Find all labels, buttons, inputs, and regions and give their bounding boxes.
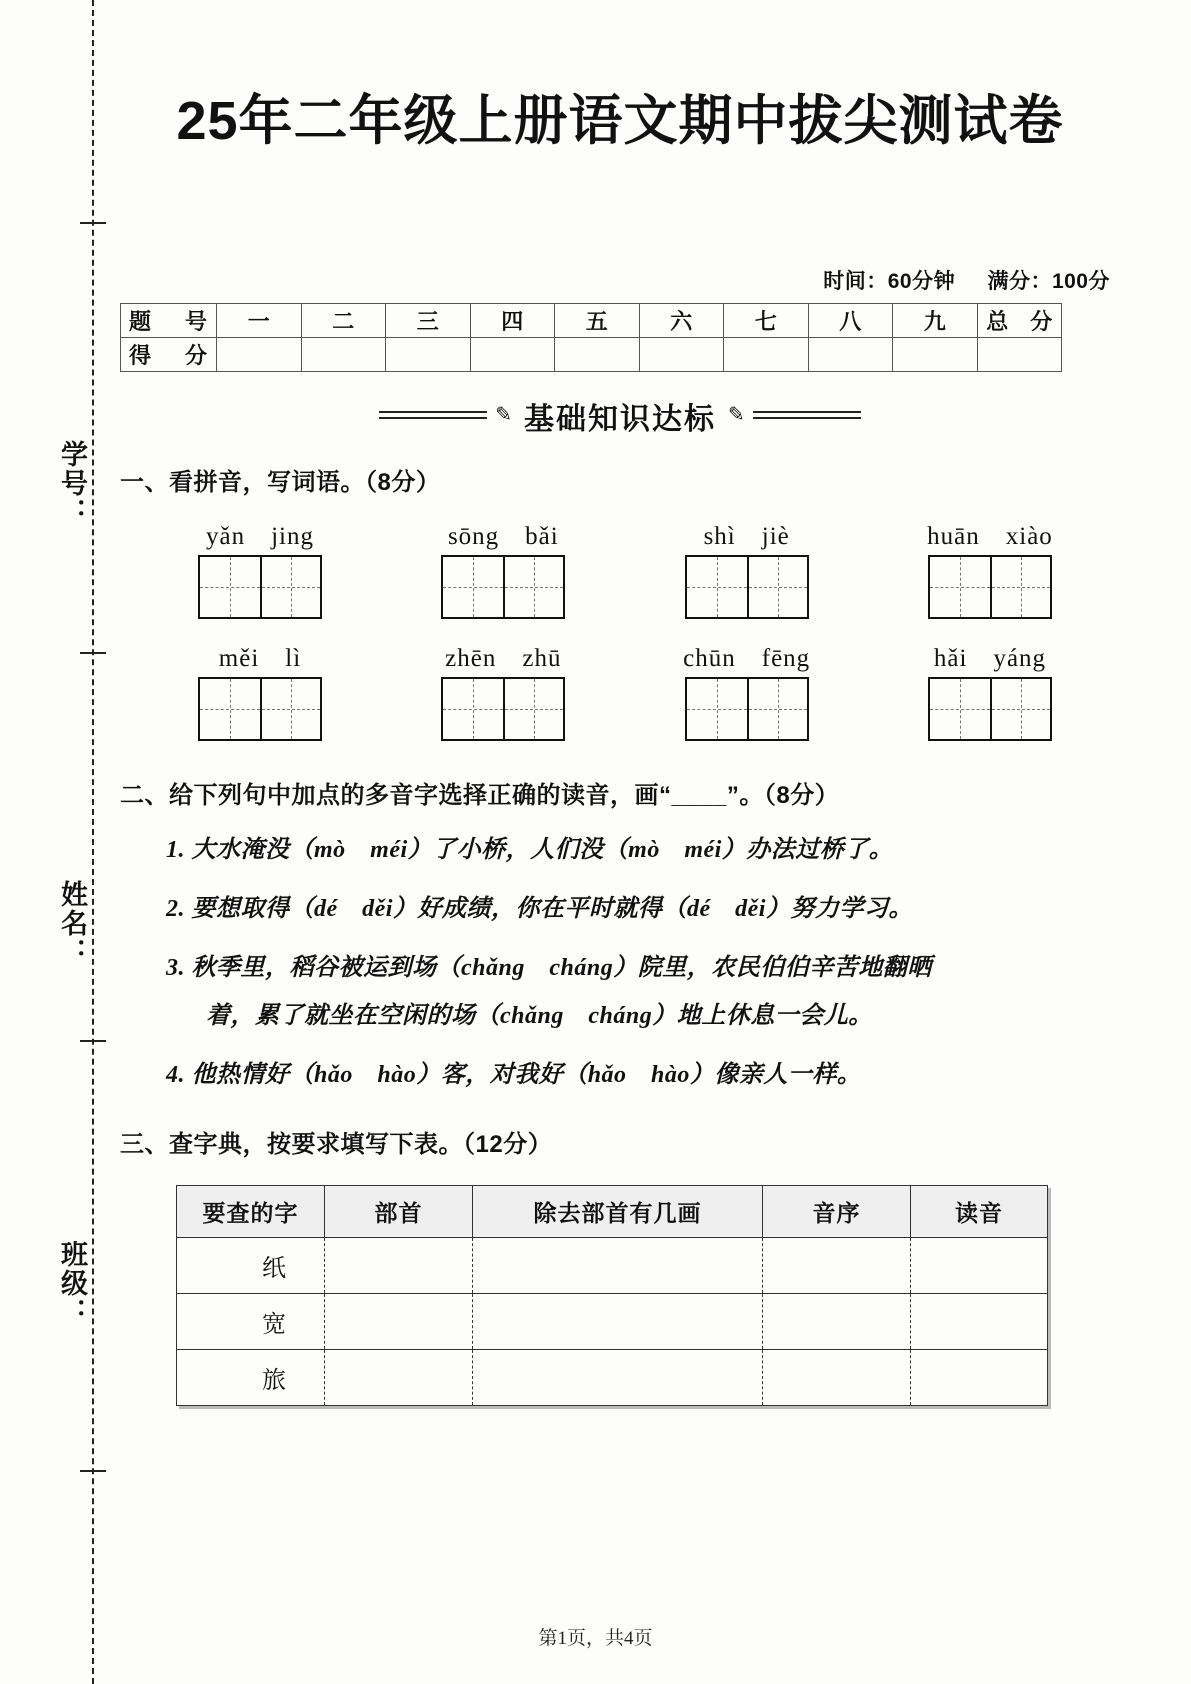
dict-cell-radical[interactable] (325, 1293, 473, 1349)
score-table-row-label: 题 号 (121, 304, 217, 338)
dict-header-strokes: 除去部首有几画 (473, 1185, 763, 1237)
dict-cell-initial[interactable] (763, 1349, 911, 1405)
dict-cell-initial[interactable] (763, 1293, 911, 1349)
banner-rule-left (379, 411, 487, 421)
tianzige-box[interactable] (685, 677, 809, 741)
score-blank-cell[interactable] (977, 338, 1062, 372)
score-table (120, 303, 1062, 372)
pinyin-syllable: xiào (1005, 523, 1053, 550)
tianzige-cell[interactable] (260, 557, 320, 617)
pinyin-syllable: jiè (761, 523, 790, 550)
score-blank-cell[interactable] (301, 338, 386, 372)
pinyin-text (219, 645, 301, 673)
pinyin-word-item (890, 645, 1090, 741)
score-blank-cell[interactable] (808, 338, 893, 372)
binding-dashed-line (92, 0, 94, 1684)
table-row (177, 1293, 1048, 1349)
pinyin-syllable: yǎn (205, 523, 246, 550)
tianzige-box[interactable] (928, 677, 1052, 741)
tianzige-box[interactable] (928, 555, 1052, 619)
banner-rule-right (753, 411, 861, 421)
pinyin-syllable: měi (218, 645, 260, 672)
pinyin-syllable: jing (271, 523, 314, 550)
table-row (177, 1349, 1048, 1405)
margin-divider-dash (80, 222, 106, 224)
pinyin-word-item (160, 645, 360, 741)
pinyin-text (206, 523, 314, 551)
score-blank-cell[interactable] (639, 338, 724, 372)
dict-cell-radical[interactable] (325, 1237, 473, 1293)
table-row (121, 304, 1062, 338)
tianzige-cell[interactable] (687, 679, 747, 739)
pinyin-syllable: bǎi (525, 523, 559, 550)
page-footer: 第1页，共4页 (538, 1628, 653, 1649)
score-col-6: 六 (639, 304, 724, 338)
score-blank-cell[interactable] (724, 338, 809, 372)
dict-cell-pronunciation[interactable] (911, 1293, 1048, 1349)
tianzige-cell[interactable] (443, 679, 503, 739)
table-row (177, 1237, 1048, 1293)
pinyin-syllable: huān (927, 523, 980, 550)
question-2-heading: 二、给下列句中加点的多音字选择正确的读音，画“____”。（8分） (120, 782, 840, 809)
score-col-7: 七 (724, 304, 809, 338)
question-1-heading: 一、看拼音，写词语。（8分） (120, 469, 441, 496)
tianzige-cell[interactable] (747, 557, 807, 617)
question-2-sentence: 4. 他热情好（hǎo hào）客，对我好（hǎo hào）像亲人一样。 (166, 1061, 862, 1088)
pinyin-text (704, 523, 790, 551)
tianzige-cell[interactable] (503, 557, 563, 617)
margin-divider-dash (80, 1040, 106, 1042)
table-row (121, 338, 1062, 372)
pinyin-grid-row (120, 523, 1120, 619)
margin-label-class: 班级： (57, 1240, 87, 1327)
pinyin-syllable: shì (703, 523, 736, 550)
tianzige-cell[interactable] (503, 679, 563, 739)
margin-divider-dash (80, 652, 106, 654)
section-banner (120, 394, 1120, 438)
tianzige-cell[interactable] (443, 557, 503, 617)
score-blank-cell[interactable] (893, 338, 978, 372)
score-col-8: 八 (808, 304, 893, 338)
score-col-2: 二 (301, 304, 386, 338)
tianzige-box[interactable] (198, 555, 322, 619)
question-3-heading: 三、查字典，按要求填写下表。（12分） (120, 1130, 553, 1158)
page-title: 25年二年级上册语文期中拔尖测试卷 (176, 91, 1064, 151)
tianzige-box[interactable] (441, 677, 565, 741)
pencil-icon: ✎ (495, 404, 512, 426)
tianzige-cell[interactable] (930, 679, 990, 739)
tianzige-cell[interactable] (200, 679, 260, 739)
pinyin-word-item (890, 523, 1090, 619)
pencil-icon: ✎ (728, 404, 745, 426)
margin-divider-dash (80, 1470, 106, 1472)
table-header-row (177, 1185, 1048, 1237)
pinyin-syllable: chūn (683, 645, 736, 672)
tianzige-cell[interactable] (990, 679, 1050, 739)
tianzige-cell[interactable] (200, 557, 260, 617)
pinyin-syllable: lì (285, 645, 302, 672)
pinyin-word-item (647, 645, 847, 741)
exam-meta (120, 265, 1120, 295)
pinyin-text (683, 645, 810, 673)
dict-header-char: 要查的字 (177, 1185, 325, 1237)
dict-header-pronunciation: 读音 (911, 1185, 1048, 1237)
tianzige-cell[interactable] (747, 679, 807, 739)
score-blank-cell[interactable] (217, 338, 302, 372)
score-blank-cell[interactable] (470, 338, 555, 372)
section-banner-title: 基础知识达标 (524, 403, 716, 436)
pinyin-word-item (403, 523, 603, 619)
pinyin-syllable: fēng (761, 645, 811, 672)
pinyin-word-item (647, 523, 847, 619)
score-col-total: 总 分 (977, 304, 1062, 338)
dict-cell-pronunciation[interactable] (911, 1237, 1048, 1293)
pinyin-text (448, 523, 559, 551)
pinyin-syllable: hǎi (933, 645, 968, 672)
dict-header-initial: 音序 (763, 1185, 911, 1237)
pinyin-syllable: zhēn (445, 645, 497, 672)
score-col-4: 四 (470, 304, 555, 338)
pinyin-syllable: sōng (447, 523, 500, 550)
tianzige-box[interactable] (685, 555, 809, 619)
tianzige-cell[interactable] (990, 557, 1050, 617)
margin-student-info (28, 0, 92, 1684)
margin-label-student-id: 学号： (57, 440, 87, 527)
score-table-row-label: 得 分 (121, 338, 217, 372)
tianzige-cell[interactable] (930, 557, 990, 617)
score-blank-cell[interactable] (555, 338, 640, 372)
dict-cell-pronunciation[interactable] (911, 1349, 1048, 1405)
pinyin-syllable: zhū (522, 645, 562, 672)
pinyin-word-item (160, 523, 360, 619)
tianzige-cell[interactable] (687, 557, 747, 617)
dict-cell-strokes[interactable] (473, 1349, 763, 1405)
pinyin-text (927, 523, 1053, 551)
tianzige-box[interactable] (441, 555, 565, 619)
dict-cell-initial[interactable] (763, 1237, 911, 1293)
pinyin-word-item (403, 645, 603, 741)
score-col-5: 五 (555, 304, 640, 338)
dictionary-table (176, 1185, 1048, 1406)
question-2-sentence-continued: 着，累了就坐在空闲的场（chǎng cháng）地上休息一会儿。 (206, 1002, 873, 1029)
dict-cell-char: 旅 (177, 1349, 325, 1405)
dict-header-radical: 部首 (325, 1185, 473, 1237)
dict-cell-char: 纸 (177, 1237, 325, 1293)
score-blank-cell[interactable] (386, 338, 471, 372)
dict-cell-char: 宽 (177, 1293, 325, 1349)
exam-total-score: 满分：100分 (987, 270, 1110, 293)
exam-page (120, 0, 1120, 1684)
score-col-9: 九 (893, 304, 978, 338)
tianzige-box[interactable] (198, 677, 322, 741)
pinyin-text (445, 645, 561, 673)
pinyin-grid-row (120, 645, 1120, 741)
margin-label-name: 姓名： (57, 880, 87, 967)
question-2-sentence: 3. 秋季里，稻谷被运到场（chǎng cháng）院里，农民伯伯辛苦地翻晒 (166, 955, 932, 982)
dict-cell-strokes[interactable] (473, 1293, 763, 1349)
pinyin-text (934, 645, 1046, 673)
score-col-3: 三 (386, 304, 471, 338)
pinyin-syllable: yáng (993, 645, 1047, 672)
question-2-sentence: 2. 要想取得（dé děi）好成绩，你在平时就得（dé děi）努力学习。 (166, 896, 913, 923)
question-2-sentence: 1. 大水淹没（mò méi）了小桥，人们没（mò méi）办法过桥了。 (166, 837, 894, 863)
score-col-1: 一 (217, 304, 302, 338)
exam-time: 时间：60分钟 (823, 270, 956, 293)
tianzige-cell[interactable] (260, 679, 320, 739)
dict-cell-radical[interactable] (325, 1349, 473, 1405)
dict-cell-strokes[interactable] (473, 1237, 763, 1293)
